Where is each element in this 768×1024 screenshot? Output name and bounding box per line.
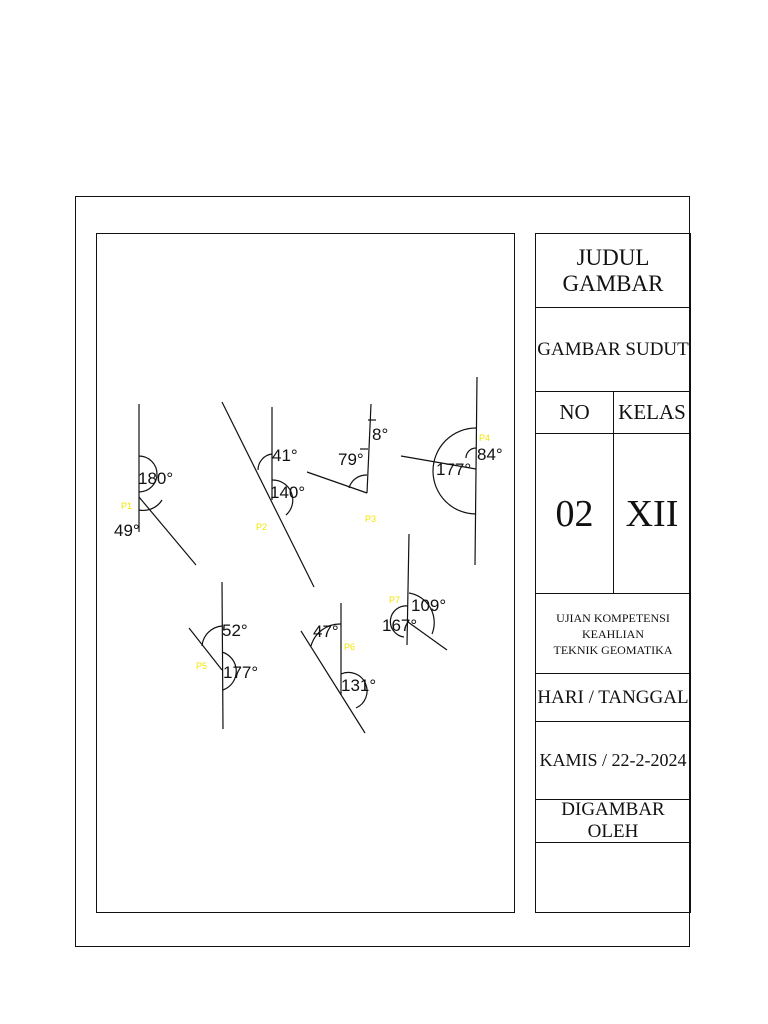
date-label: HARI / TANGGAL xyxy=(536,674,690,722)
point-label-p4: P4 xyxy=(479,433,491,443)
no-kelas-header xyxy=(536,392,690,434)
kelas-label: KELAS xyxy=(618,400,686,424)
angle-label-p6-47: 47° xyxy=(313,622,339,641)
point-label-p7: P7 xyxy=(389,595,401,605)
point-label-p3: P3 xyxy=(365,514,377,524)
no-value: 02 xyxy=(536,434,614,593)
angle-label-p2-140: 140° xyxy=(270,483,306,502)
angle-label-p6-131: 131° xyxy=(341,676,377,695)
no-label: NO xyxy=(536,392,614,433)
angle-label-p3-8: 8° xyxy=(372,425,389,444)
angle-figure-p5 xyxy=(189,582,236,729)
author-label: DIGAMBAR OLEH xyxy=(536,800,690,843)
date-value: KAMIS / 22-2-2024 xyxy=(536,722,690,800)
no-kelas-values xyxy=(536,434,690,594)
point-label-p1: P1 xyxy=(121,501,133,511)
angle-label-p1-49: 49° xyxy=(114,521,140,540)
angle-label-p4-84: 84° xyxy=(477,445,503,464)
exam-line-2: TEKNIK GEOMATIKA xyxy=(553,642,673,657)
exam-line-1: UJIAN KOMPETENSI KEAHLIAN xyxy=(556,610,670,641)
angle-label-p2-41: 41° xyxy=(272,446,298,465)
angle-figure-p3 xyxy=(307,404,376,493)
angle-label-p4-177: 177° xyxy=(436,460,472,479)
judul-label: JUDUL GAMBAR xyxy=(536,234,690,308)
point-label-p6: P6 xyxy=(344,642,356,652)
exam-title xyxy=(536,594,690,674)
title-block xyxy=(535,233,691,913)
kelas-value: XII xyxy=(625,492,679,535)
point-label-p5: P5 xyxy=(196,661,208,671)
angle-label-p3-79: 79° xyxy=(338,450,364,469)
point-label-p2: P2 xyxy=(256,522,268,532)
angle-label-p5-177: 177° xyxy=(223,663,259,682)
angle-label-p1-180: 180° xyxy=(138,469,174,488)
angle-label-p7-109: 109° xyxy=(411,596,447,615)
angle-label-p5-52: 52° xyxy=(222,621,248,640)
judul-value: GAMBAR SUDUT xyxy=(536,308,690,392)
angle-label-p7-167: 167° xyxy=(382,616,418,635)
author-value xyxy=(536,843,690,913)
